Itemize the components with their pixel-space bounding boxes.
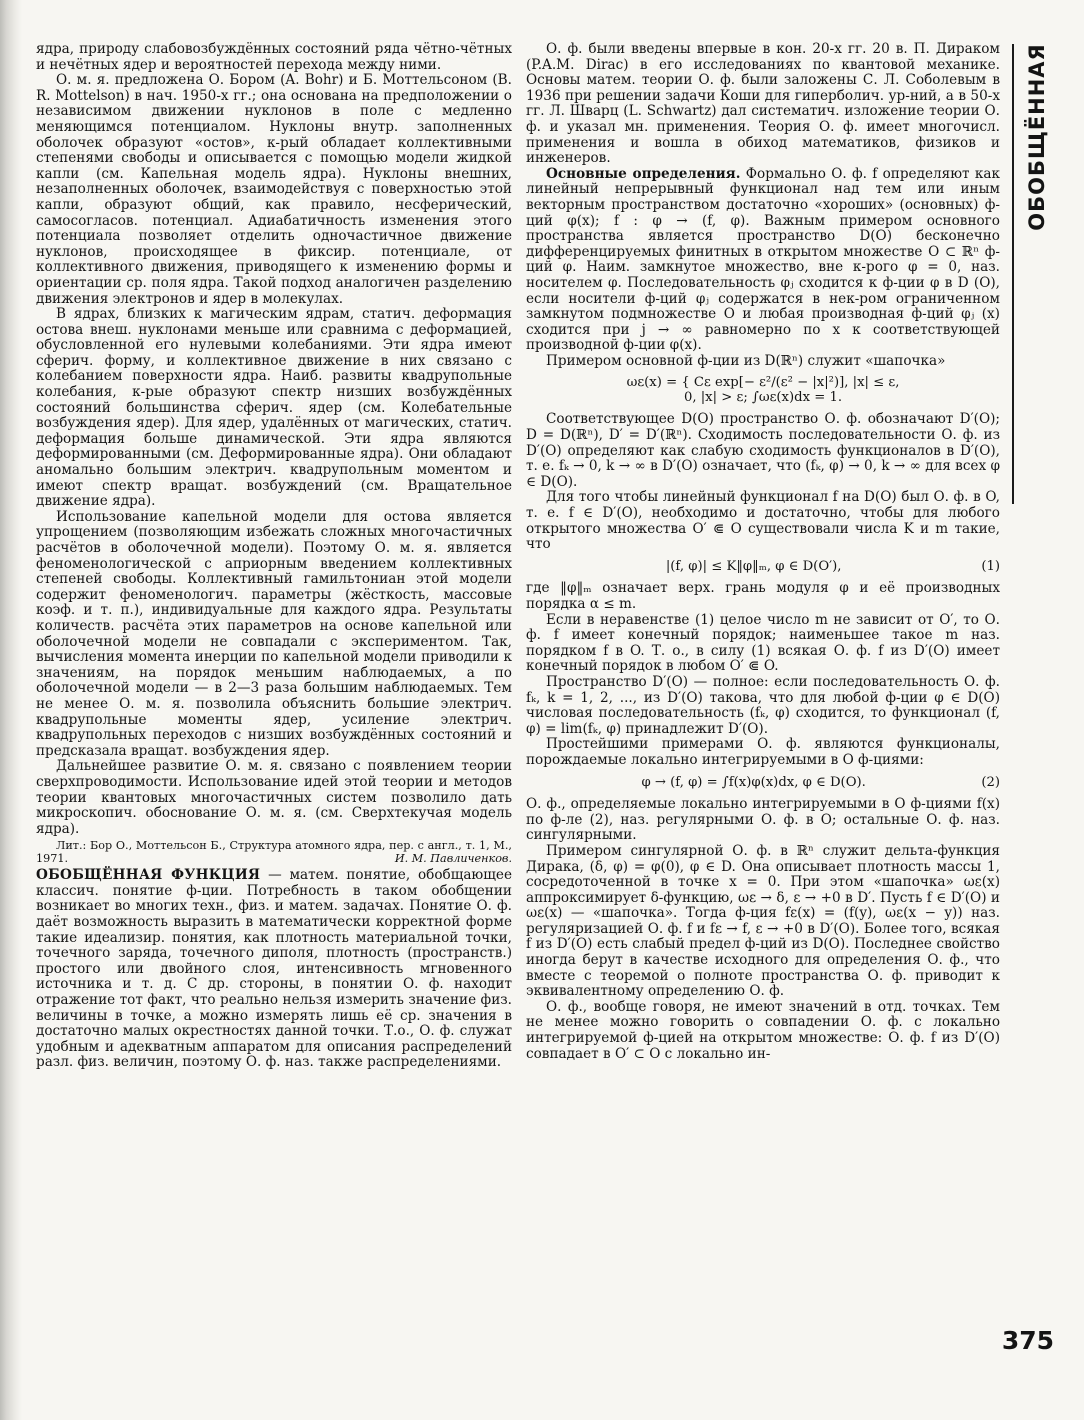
right-paragraph-6: где ‖φ‖ₘ означает верх. грань модуля φ и её производных порядка α ≤ m. [526,580,1000,612]
formula-1 [526,559,1000,575]
formula-2-body: φ → (f, φ) = ∫f(x)φ(x)dx, φ ∈ D(O). [641,774,866,790]
running-head [1024,44,1050,230]
right-paragraph-12: О. ф., вообще говоря, не имеют значений в отд. точках. Тем не менее можно говорить о совпадении О. ф. с локально интегрируемой ф-цией на открытом множестве: О. ф. f из D′(O) совпадает в O′ ⊂ O с локально ин- [526,998,1000,1062]
right-paragraph-2: Основные определения. Формально О. ф. f определяют как линейный непрерывный функционал над тем или иным векторным пространством достаточно «хороших» (основных) ф-ций φ(x); f : φ → (f, φ). Важным примером основного пространства является пространство D(O) бесконечно дифференцируемых финитных в открытом множестве O ⊂ ℝⁿ ф-ций φ. Наим. замкнутое множество, вне к-рого φ = 0, наз. носителем φ. Последовательность φⱼ сходится к ф-ции φ в D (O), если носители ф-ций φⱼ содержатся в нек-ром ограниченном замкнутом подмножестве O и любая производная ф-ций φⱼ (x) сходится при j → ∞ равномерно по x к соответствующей производной ф-ции φ(x). [526,165,1000,354]
formula-2-number: (2) [981,774,1000,790]
left-column [36,42,512,1071]
right-paragraph-5: Для того чтобы линейный функционал f на D(O) был О. ф. в O, т. е. f ∈ D′(O), необходимо и достаточно, чтобы для любого открытого множества O′ ⋐ O существовали числа K и m такие, что [526,489,1000,553]
left-paragraph-5: Дальнейшее развитие О. м. я. связано с появлением теории сверхпроводимости. Использование идей этой теории и методов теории квантовых многочастичных систем позволило дать микроскопич. обоснование О. м. я. (см. Сверхтекучая модель ядра). [36,758,512,837]
right-paragraph-7: Если в неравенстве (1) целое число m не зависит от O′, то О. ф. f имеет конечный порядок; наименьшее такое m наз. порядком f в O. Т. о., в силу (1) всякая О. ф. f из D′(O) имеет конечный порядок в любом O′ ⋐ O. [526,611,1000,675]
formula-cap-line-1: ωε(x) = { Cε exp[− ε²/(ε² − |x|²)], |x| ≤ ε, [626,375,900,391]
left-paragraph-4: Использование капельной модели для остова является упрощением (позволяющим избежать сложных многочастичных расчётов в оболочечной модели). Поэтому О. м. я. является феноменологической с априорным введением коллективных степеней свободы. Коллективный гамильтониан этой модели содержит феноменологич. параметры (жёсткость, массовые коэф. и т. п.), индивидуальные для каждого ядра. Результаты количеств. расчёта этих параметров на основе капельной или оболочечной модели не совпадали с экспериментом. Так, вычисления момента инерции по капельной модели приводили к значениям, на порядок меньшим наблюдаемых, а по оболочечной модели — в 2—3 раза большим наблюдаемых. Тем не менее О. м. я. позволила объяснить большие электрич. квадрупольные моменты ядер, усиление электрич. квадрупольных переходов с низших возбуждённых состояний и предсказала вращат. возбуждения ядер. [36,508,512,759]
formula-cap-function [526,375,1000,405]
formula-2 [526,775,1000,791]
left-paragraph-1: ядра, природу слабовозбуждённых состояний ряда чётно-чётных и нечётных ядер и вероятностей перехода между ними. [36,41,512,73]
article-start [36,868,512,1071]
scan-edge-shadow [0,0,22,1420]
formula-1-body: |(f, φ)| ≤ K‖φ‖ₘ, φ ∈ D(O′), [665,558,842,574]
literature-reference [36,839,512,865]
right-paragraph-8: Пространство D′(O) — полное: если последовательность О. ф. fₖ, k = 1, 2, ..., из D′(O) такова, что для любой ф-ции φ ∈ D(O) числовая последовательность (fₖ, φ) сходится, то функционал (f, φ) = lim(fₖ, φ) принадлежит D′(O). [526,673,1000,737]
right-paragraph-3: Примером основной ф-ции из D(ℝⁿ) служит «шапочка» [546,352,946,369]
right-column [526,42,1000,1062]
right-paragraph-9: Простейшими примерами О. ф. являются функционалы, порождаемые локально интегрируемыми в O ф-циями: [526,736,1000,768]
section-title-definitions: Основные определения. [546,165,741,182]
right-paragraph-4: Соответствующее D(O) пространство О. ф. обозначают D′(O); D = D(ℝⁿ), D′ = D′(ℝⁿ). Сходимость последовательности О. ф. из D′(O) определяют как слабую сходимость функционалов в D′(O), т. е. fₖ → 0, k → ∞ в D′(O) означает, что (fₖ, φ) → 0, k → ∞ для всех φ ∈ D(O). [526,411,1000,490]
margin-rule [1012,44,1014,504]
right-paragraph-11: Примером сингулярной О. ф. в ℝⁿ служит дельта-функция Дирака, (δ, φ) = φ(0), φ ∈ D. Она описывает плотность массы 1, сосредоточенной в точке x = 0. При этом «шапочка» ωε(x) аппроксимирует δ-функцию, ωε → δ, ε → +0 в D′. Пусть f ∈ D′(O) и ωε(x) — «шапочка». Тогда ф-ция fε(x) = (f(y), ωε(x − y)) наз. регуляризацией О. ф. f и fε → f, ε → +0 в D′(O). Более того, всякая f из D′(O) есть слабый предел ф-ций из D(O). Последнее свойство иногда берут в качестве исходного для определения О. ф., что вместе с теоремой о полноте пространства О. ф. приводит к эквивалентному определению О. ф. [526,842,1000,1000]
left-paragraph-3: В ядрах, близких к магическим ядрам, статич. деформация остова внеш. нуклонами меньше или сравнима с деформацией, обусловленной его нулевыми колебаниями. Эти ядра имеют сферич. форму, и коллективное движение в них связано с колебанием поверхности ядра. Наиб. развиты квадрупольные колебания, к-рые образуют спектр низших возбуждённых состояний большинства сферич. ядер (см. Колебательные возбуждения ядер). Для ядер, удалённых от магических, статич. деформация больше динамической. Эти ядра являются деформированными (см. Деформированные ядра). Они обладают аномально большим электрич. квадрупольным моментом и имеют спектр вращат. возбуждений (см. Вращательное движение ядра). [36,306,512,510]
article-headword: ОБОБЩЁННАЯ ФУНКЦИЯ [36,867,261,884]
left-paragraph-2: О. м. я. предложена О. Бором (A. Bohr) и Б. Моттельсоном (B. R. Mottelson) в нач. 1950-х гг.; она основана на предположении о независимом движении нуклонов в поле с медленно меняющимся потенциалом. Нуклоны внутр. заполненных оболочек образуют «остов», к-рый обладает коллективными степенями свободы и описывается с помощью модели жидкой капли (см. Капельная модель ядра). Нуклоны внешних, незаполненных оболочек, взаимодействуя с поверхностью этой капли, образуют общий, как правило, несферический, самосогласов. потенциал. Адиабатичность изменения этого потенциала позволяет отделить одночастичное движение нуклонов, происходящее в фиксир. потенциале, от коллективного движения, приводящего к изменению формы и ориентации ср. поля ядра. Такой подход аналогичен разделению движения электронов и ядер в молекулах. [36,72,512,307]
right-paragraph-10: О. ф., определяемые локально интегрируемыми в O ф-циями f(x) по ф-ле (2), наз. регулярными О. ф. в O; остальные О. ф. наз. сингулярными. [526,796,1000,844]
literature-text: Лит.: Бор О., Моттельсон Б., Структура атомного ядра, пер. с англ., т. 1, М., 1971. [36,839,512,866]
formula-1-number: (1) [981,558,1000,574]
right-paragraph-1: О. ф. были введены впервые в кон. 20-х гг. 20 в. П. Дираком (P.A.M. Dirac) в его исследованиях по квантовой механике. Основы матем. теории О. ф. были заложены С. Л. Соболевым в 1936 при решении задачи Коши для гиперболич. ур-ний, а в 50-х гг. Л. Шварц (L. Schwartz) дал систематич. изложение теории О. ф. и указал мн. применения. Теория О. ф. имеет многочисл. применения и вошла в обиход математиков, физиков и инженеров. [526,41,1000,167]
page-number: 375 [1001,1326,1054,1355]
literature-author: И. М. Павличенков. [394,852,512,866]
formula-cap-line-2: 0, |x| > ε; ∫ωε(x)dx = 1. [683,390,843,406]
left-paragraph-6: — матем. понятие, обобщающее классич. понятие ф-ции. Потребность в таком обобщении возникает во многих техн., физ. и матем. задачах. Понятие О. ф. даёт возможность выразить в математически корректной форме такие идеализир. понятия, как плотность материальной точки, точечного заряда, точечного диполя, плотность (пространств.) простого или двойного слоя, интенсивность мгновенного источника и т. д. С др. стороны, в понятии О. ф. находит отражение тот факт, что реально нельзя измерить значение физ. величины в точке, а можно измерять лишь её ср. значения в достаточно малых окрестностях данной точки. Т.о., О. ф. служат удобным и адекватным аппаратом для описания распределений разл. физ. величин, поэтому О. ф. наз. также распределениями. [36,867,512,1071]
running-head-text: ОБОБЩЁННАЯ [1025,43,1049,231]
